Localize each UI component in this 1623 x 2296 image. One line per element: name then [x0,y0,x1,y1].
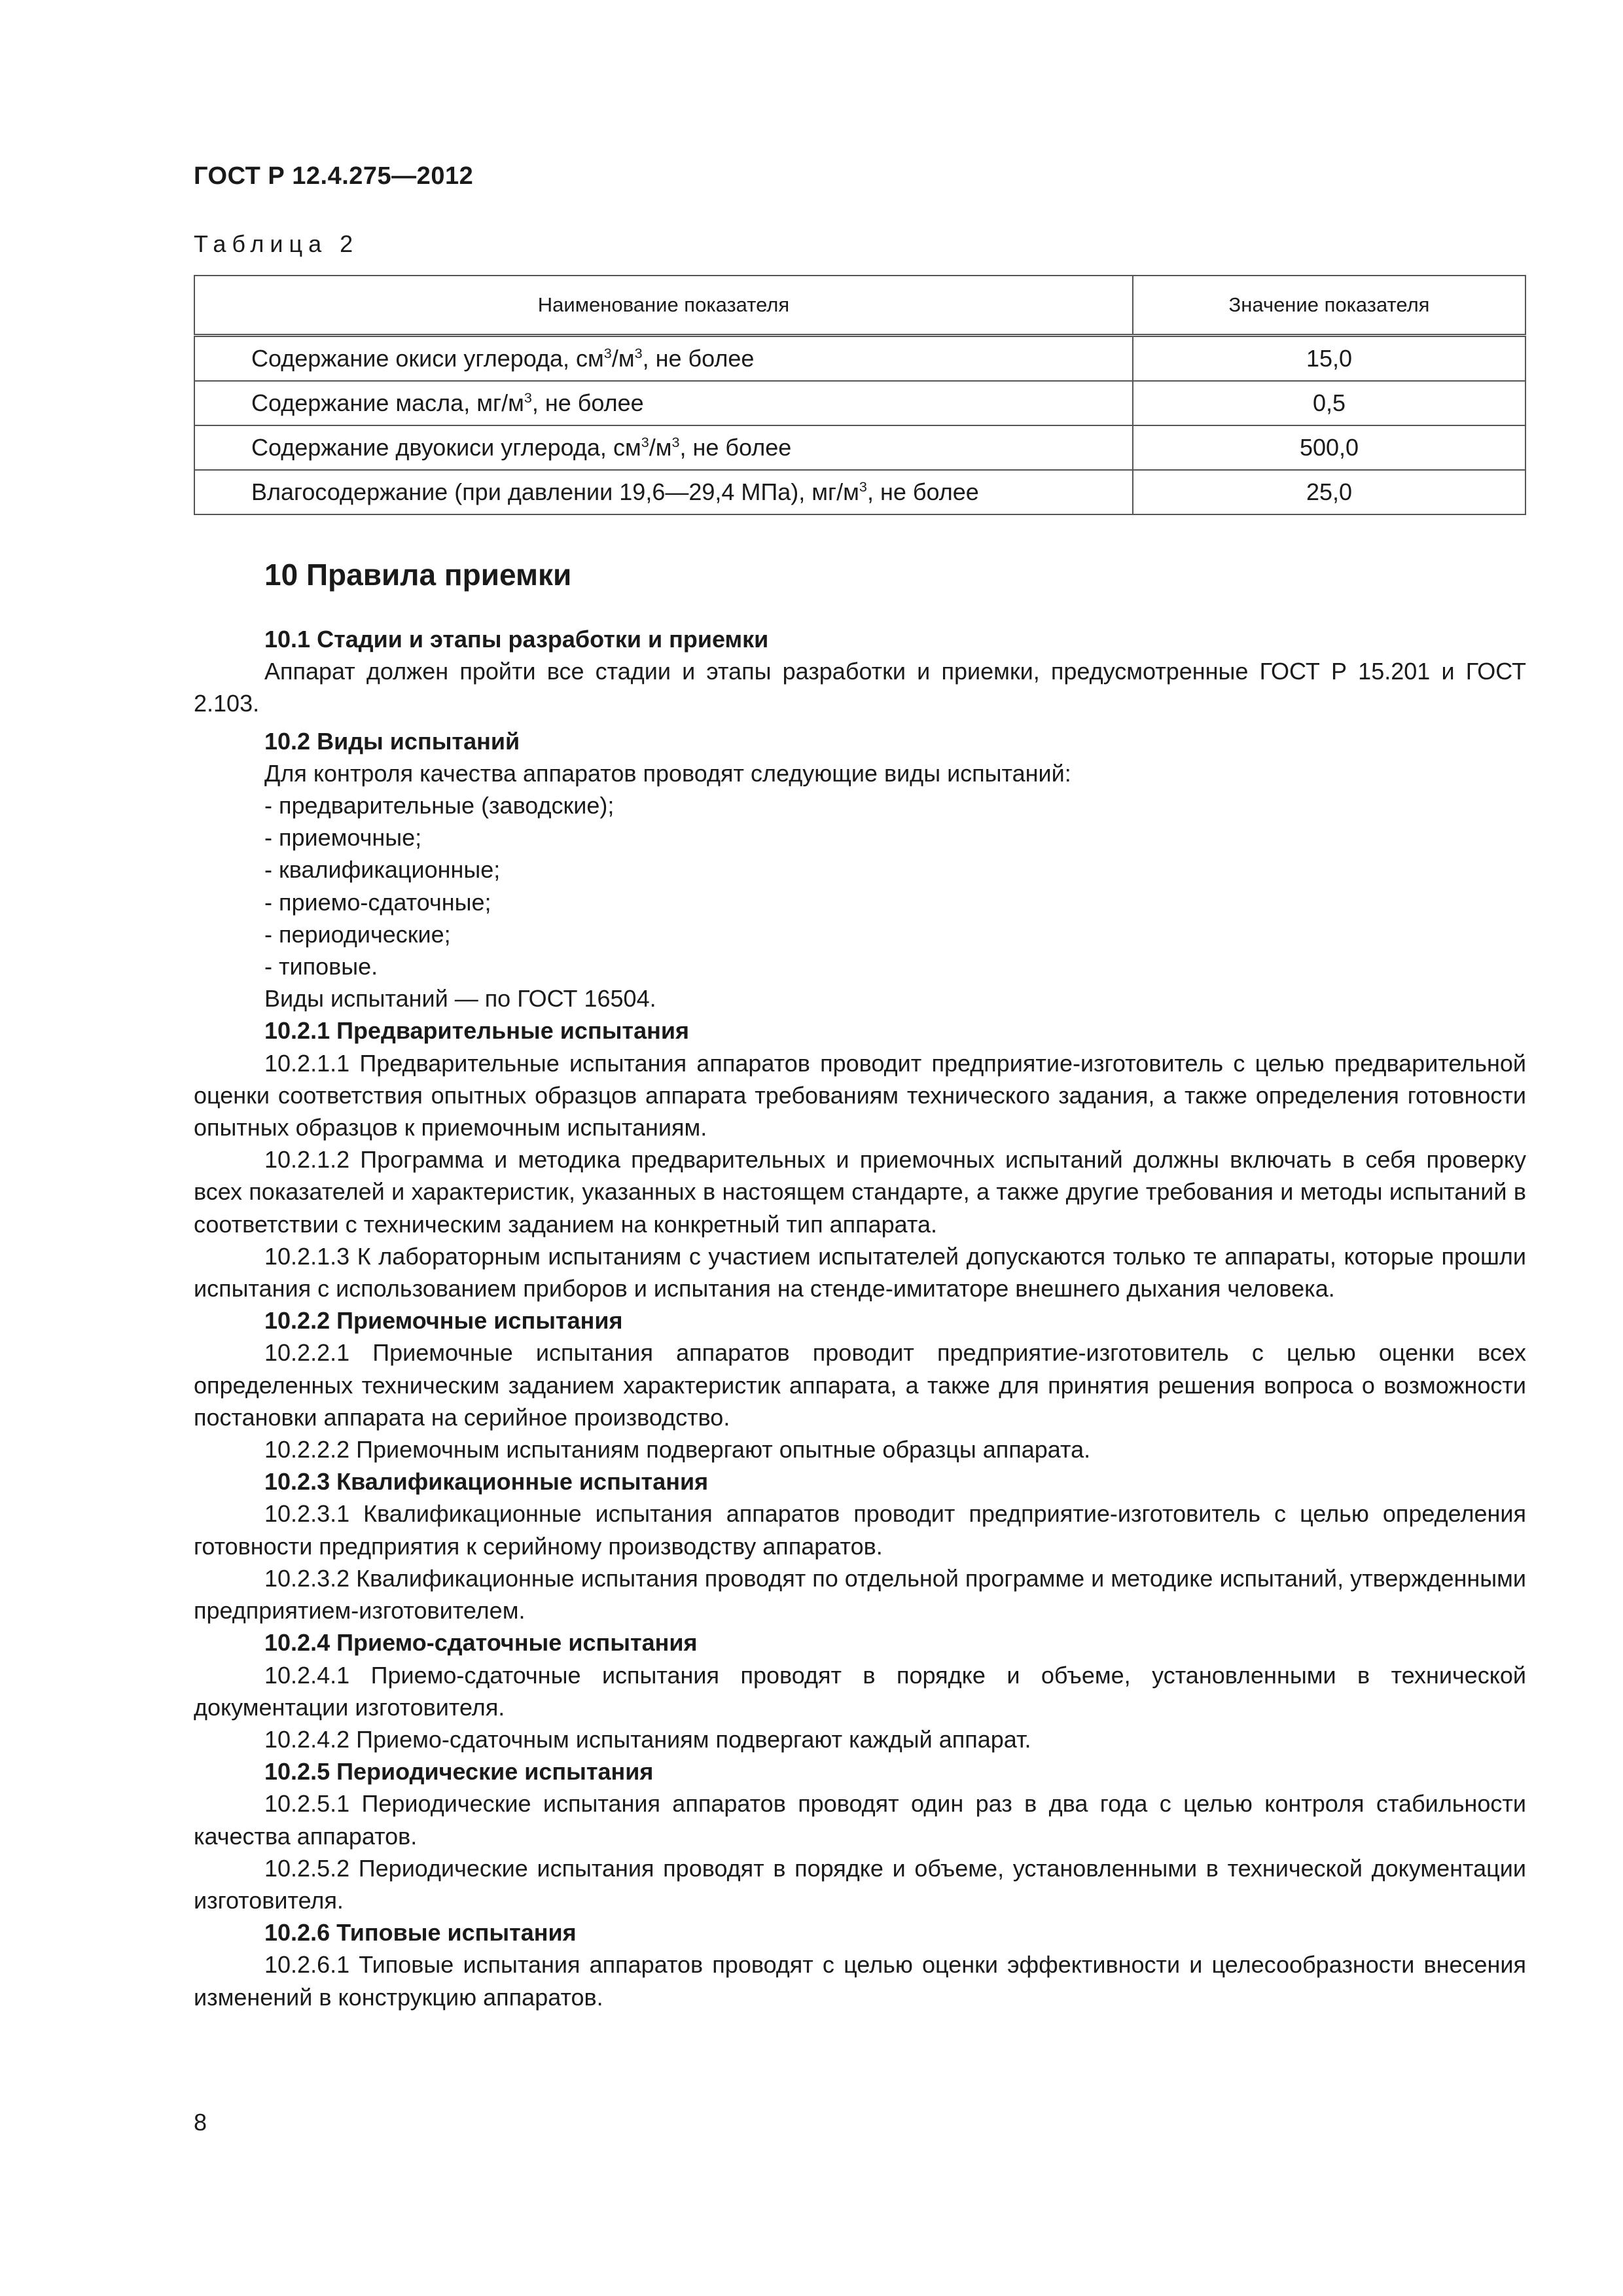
paragraph: Для контроля качества аппаратов проводят следующие виды испытаний: [264,759,1071,787]
column-header-value: Значение показателя [1133,276,1525,336]
subsection-title-10-2-5: 10.2.5 Периодические испытания [264,1758,654,1785]
row-value: 0,5 [1133,381,1525,425]
row-value: 15,0 [1133,336,1525,382]
paragraph: 10.2.2.1 Приемочные испытания аппаратов проводит предприятие-изготовитель с целью оценки всех определенных техническим заданием характеристик аппарата, а также для принятия решения вопроса о возможности постановки аппарата на серийное производство. [194,1339,1526,1431]
table-row [194,381,1525,425]
row-name: Содержание двуокиси углерода, $см^3/м^3$, не более [194,425,1133,470]
row-name: Содержание окиси углерода, $см^3/м^3$, не более [194,336,1133,382]
paragraph: Аппарат должен пройти все стадии и этапы разработки и приемки, предусмотренные ГОСТ Р 15.201 и ГОСТ 2.103. [194,658,1526,717]
subsection-title-10-2-4: 10.2.4 Приемо-сдаточные испытания [264,1629,698,1657]
table-caption: Таблица 2 [194,230,359,257]
paragraph: 10.2.6.1 Типовые испытания аппаратов проводят с целью оценки эффективности и целесообразности внесения изменений в конструкцию аппаратов. [194,1951,1526,2011]
paragraph: 10.2.3.1 Квалификационные испытания аппаратов проводит предприятие-изготовитель с целью определения готовности предприятия к серийному производству аппаратов. [194,1500,1526,1560]
paragraph: 10.2.5.2 Периодические испытания проводят в порядке и объеме, установленными в технической документации изготовителя. [194,1854,1526,1914]
paragraph: 10.2.3.2 Квалификационные испытания проводят по отдельной программе и методике испытаний, утвержденными предприятием-изготовителем. [194,1564,1526,1624]
paragraph: 10.2.1.3 К лабораторным испытаниям с участием испытателей допускаются только те аппараты, которые прошли испытания с использованием приборов и испытания на стенде-имитаторе внешнего дыхания человека. [194,1242,1526,1302]
table-row [194,425,1525,470]
list-item: - предварительные (заводские); [264,792,615,819]
paragraph: 10.2.5.1 Периодические испытания аппаратов проводят один раз в два года с целью контроля стабильности качества аппаратов. [194,1790,1526,1850]
list-item: - квалификационные; [264,856,501,884]
paragraph: 10.2.4.2 Приемо-сдаточным испытаниям подвергают каждый аппарат. [264,1725,1031,1753]
row-name: Содержание масла, $мг/м^3$, не более [194,381,1133,425]
list-item: - приемочные; [264,824,422,852]
paragraph: Виды испытаний — по ГОСТ 16504. [264,985,656,1013]
document-body [194,555,1526,2013]
subsection-title-10-2-2: 10.2.2 Приемочные испытания [264,1307,623,1335]
document-code: ГОСТ Р 12.4.275—2012 [194,162,474,190]
paragraph: 10.2.1.2 Программа и методика предварительных и приемочных испытаний должны включать в себя проверку всех показателей и характеристик, указанных в настоящем стандарте, а также другие требования и методы испытаний в соответствии с техническим заданием на конкретный тип аппарата. [194,1146,1526,1238]
list-item: - периодические; [264,920,451,948]
column-header-name: Наименование показателя [194,276,1133,336]
subsection-title-10-2-6: 10.2.6 Типовые испытания [264,1919,577,1946]
subsection-title-10-2: 10.2 Виды испытаний [264,727,520,755]
table-row [194,470,1525,514]
page-number: 8 [194,2109,207,2136]
parameters-table [194,275,1526,515]
subsection-title-10-2-3: 10.2.3 Квалификационные испытания [264,1468,709,1496]
paragraph: 10.2.1.1 Предварительные испытания аппаратов проводит предприятие-изготовитель с целью предварительной оценки соответствия опытных образцов аппарата требованиям технического задания, а также определения готовности опытных образцов к приемочным испытаниям. [194,1049,1526,1141]
table-header-row [194,276,1525,336]
table-row [194,336,1525,382]
list-item: - приемо-сдаточные; [264,888,491,916]
section-title: 10 Правила приемки [264,558,572,592]
row-name: Влагосодержание (при давлении 19,6—29,4 МПа), $мг/м^3$, не более [194,470,1133,514]
paragraph: 10.2.4.1 Приемо-сдаточные испытания проводят в порядке и объеме, установленными в технической документации изготовителя. [194,1661,1526,1721]
row-value: 25,0 [1133,470,1525,514]
subsection-title-10-1: 10.1 Стадии и этапы разработки и приемки [264,626,769,653]
paragraph: 10.2.2.2 Приемочным испытаниям подвергают опытные образцы аппарата. [264,1436,1091,1463]
list-item: - типовые. [264,953,378,980]
row-value: 500,0 [1133,425,1525,470]
subsection-title-10-2-1: 10.2.1 Предварительные испытания [264,1017,689,1045]
